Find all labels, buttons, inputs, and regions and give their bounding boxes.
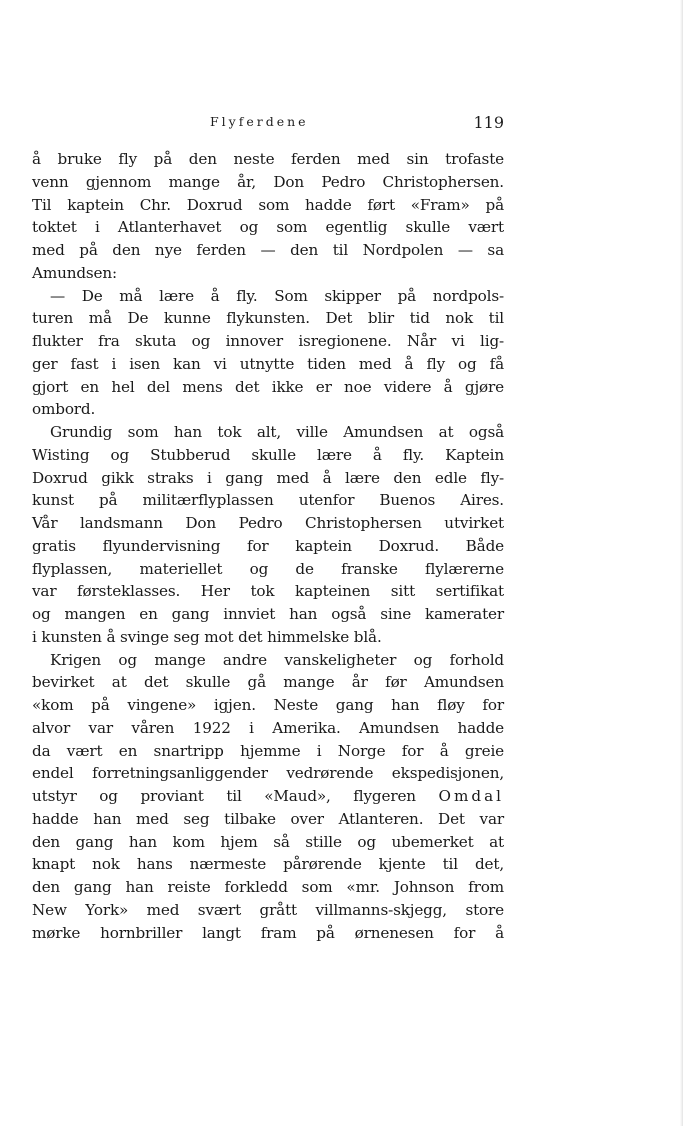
text-line: ombord. <box>32 400 96 419</box>
spaced-name: Omdal <box>438 787 504 805</box>
text-line: turen må De kunne flykunsten. Det blir tid nok til <box>32 309 504 328</box>
text-line: Vår landsmann Don Pedro Christophersen utvirket <box>32 514 504 532</box>
body-text <box>32 148 504 944</box>
text-line: var førsteklasses. Her tok kapteinen sitt sertifikat <box>32 582 504 601</box>
text-line: gratis flyundervisning for kaptein Doxrud. Både <box>32 536 504 555</box>
text-line: Grundig som han tok alt, ville Amundsen at også <box>50 423 504 441</box>
text-line: «kom på vingene» igjen. Neste gang han fløy for <box>32 696 504 714</box>
text-line: bevirket at det skulle gå mange år før Amundsen <box>32 673 504 692</box>
text-line: toktet i Atlanterhavet og som egentlig skulle vært <box>32 218 504 237</box>
text-line: Til kaptein Chr. Doxrud som hadde ført «Fram» på <box>32 195 504 214</box>
text-line: med på den nye ferden — den til Nordpolen — sa <box>32 241 504 259</box>
text-line: Doxrud gikk straks i gang med å lære den edle fly- <box>32 468 504 487</box>
text-line: kunst på militærflyplassen utenfor Buenos Aires. <box>32 491 504 510</box>
text-line: og mangen en gang innviet han også sine kamerater <box>32 605 504 623</box>
text-line: da vært en snartripp hjemme i Norge for å greie <box>32 741 504 760</box>
text-line: alvor var våren 1922 i Amerika. Amundsen hadde <box>32 718 504 737</box>
text-line: den gang han kom hjem så stille og ubemerket at <box>32 832 504 851</box>
text-line: hadde han med seg tilbake over Atlanteren. Det var <box>32 809 504 828</box>
text-line: å bruke fly på den neste ferden med sin trofaste <box>32 150 504 168</box>
text-line-start: utstyr og proviant til «Maud», flygeren <box>32 787 416 805</box>
text-line: den gang han reiste forkledd som «mr. Johnson from <box>32 878 504 896</box>
text-line-with-name <box>32 785 504 808</box>
text-line: Wisting og Stubberud skulle lære å fly. Kaptein <box>32 445 504 464</box>
page-header <box>32 112 504 138</box>
text-line: ger fast i isen kan vi utnytte tiden med å fly og få <box>32 354 504 373</box>
text-line: gjort en hel del mens det ikke er noe videre å gjøre <box>32 377 504 396</box>
text-line: New York» med svært grått villmanns-skjegg, store <box>32 900 504 919</box>
text-line: venn gjennom mange år, Don Pedro Christophersen. <box>32 172 504 191</box>
text-line: flukter fra skuta og innover isregionene. Når vi lig- <box>32 332 504 350</box>
text-line: Amundsen: <box>32 263 117 282</box>
text-line: flyplassen, materiellet og de franske flylærerne <box>32 559 504 578</box>
text-line: knapt nok hans nærmeste pårørende kjente til det, <box>32 855 504 874</box>
text-line: endel forretningsanliggender vedrørende ekspedisjonen, <box>32 764 504 783</box>
text-line: — De må lære å fly. Som skipper på nordpols- <box>50 286 504 305</box>
running-title: Flyferdene <box>210 114 309 129</box>
text-line: i kunsten å svinge seg mot det himmelske blå. <box>32 627 382 646</box>
text-line: mørke hornbriller langt fram på ørnenesen for å <box>32 923 504 942</box>
text-line: Krigen og mange andre vanskeligheter og forhold <box>50 650 504 669</box>
page-number: 119 <box>473 113 504 132</box>
